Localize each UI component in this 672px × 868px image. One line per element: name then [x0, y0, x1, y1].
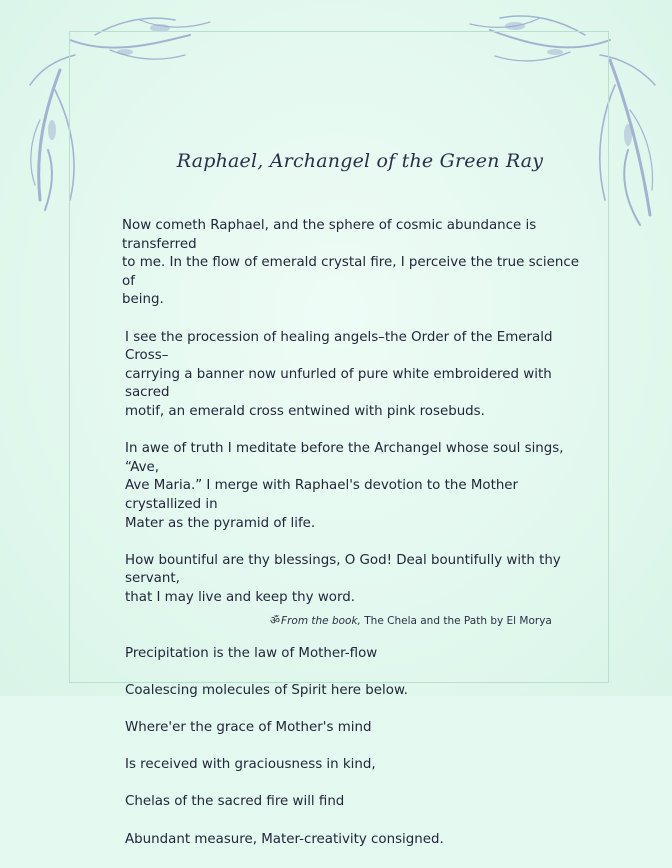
poem-line: Chelas of the sacred fire will find [125, 794, 345, 810]
poem [122, 626, 582, 868]
poem-line: Abundant measure, Mater-creativity consigned. [125, 831, 444, 847]
poem-line: Where'er the grace of Mother's mind [125, 720, 372, 736]
source-from-label: From the book, [281, 615, 361, 627]
source-text: The Chela and the Path by El Morya [364, 615, 552, 627]
source-citation [270, 613, 590, 628]
om-icon: ॐ [270, 614, 281, 627]
article-body [122, 217, 582, 868]
paragraph: In awe of truth I meditate before the Archangel whose soul sings, “Ave, Ave Maria.” I merge with Raphael's devotion to the Mother crystallized in Mater as the pyramid of life. [125, 441, 564, 531]
paragraph: How bountiful are thy blessings, O God! Deal bountifully with thy servant, that I may live and keep thy word. [125, 552, 561, 605]
paragraph: I see the procession of healing angels–the Order of the Emerald Cross– carrying a banner now unfurled of pure white embroidered with sacred motif, an emerald cross entwined with pink rosebuds. [125, 329, 553, 419]
paragraph: Now cometh Raphael, and the sphere of cosmic abundance is transferred to me. In the flow of emerald crystal fire, I perceive the true science of being. [122, 218, 579, 308]
poem-line: Coalescing molecules of Spirit here below. [125, 682, 408, 698]
page-title: Raphael, Archangel of the Green Ray [176, 150, 544, 172]
poem-line: Precipitation is the law of Mother-flow [125, 645, 378, 661]
poem-line: Is received with graciousness in kind, [125, 757, 376, 773]
